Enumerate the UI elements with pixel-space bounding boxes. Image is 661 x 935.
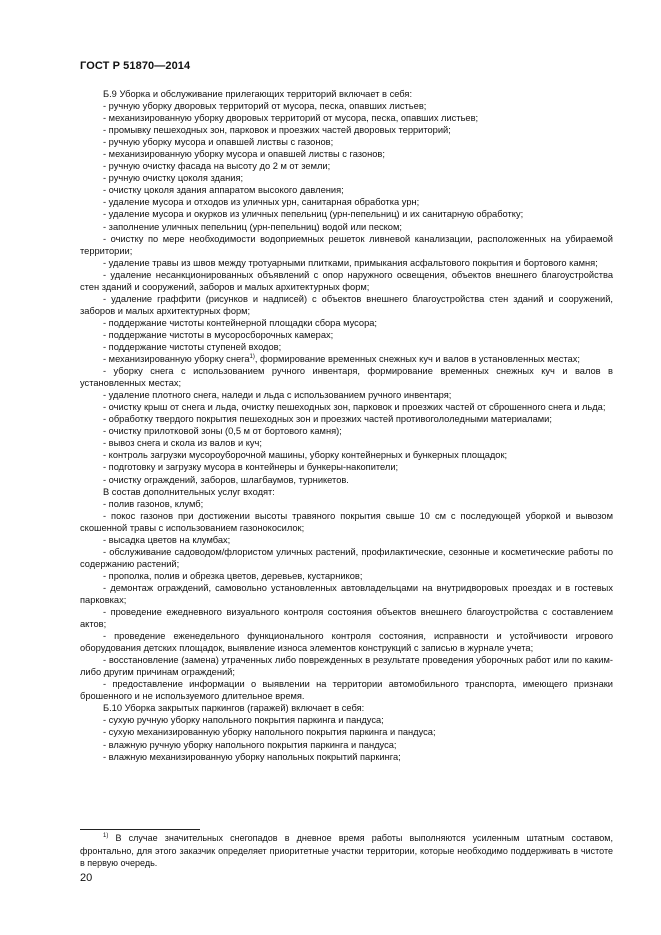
list-item: - поддержание чистоты контейнерной площадки сбора мусора; [103, 317, 377, 328]
footnote-body: В случае значительных снегопадов в дневное время работы выполняются усиленным штатным составом, фронтально, для этого заказчик определяет приоритетные участки территории, которые необходимо поддерживать в чистоте в первую очередь. [80, 833, 613, 868]
list-item: - ручную уборку дворовых территорий от мусора, песка, опавших листьев; [103, 101, 427, 112]
list-item: - сухую механизированную уборку напольного покрытия паркинга и пандуса; [103, 727, 436, 738]
snow-item-text: - механизированную уборку снега [103, 354, 250, 365]
list-item: - уборку снега с использованием ручного инвентаря, формирование временных снежных куч и валов в установленных местах; [80, 366, 613, 389]
list-item: - очистку прилотковой зоны (0,5 м от бортового камня); [103, 426, 342, 437]
footnote-divider [80, 829, 200, 830]
list-item-snow [80, 353, 613, 365]
list-item: - высадка цветов на клумбах; [103, 534, 231, 545]
list-item: - предоставление информации о выявлении на территории автомобильного транспорта, имеющего признаки брошенного и не используемого длительное время. [80, 679, 613, 702]
footnote-reference: 1) [249, 354, 255, 361]
list-item: - полив газонов, клумб; [103, 498, 204, 509]
list-item: - удаление мусора и отходов из уличных урн, санитарная обработка урн; [103, 197, 420, 208]
document-body [80, 88, 613, 763]
list-item: - очистку цоколя здания аппаратом высокого давления; [103, 185, 344, 196]
list-item: - влажную механизированную уборку напольных покрытий паркинга; [103, 751, 401, 762]
list-item: - поддержание чистоты в мусоросборочных камерах; [103, 329, 334, 340]
list-item: - очистку по мере необходимости водоприемных решеток ливневой канализации, расположенных на убираемой территории; [80, 233, 613, 256]
list-item: - механизированную уборку мусора и опавшей листвы с газонов; [103, 149, 385, 160]
list-item: - ручную уборку мусора и опавшей листвы с газонов; [103, 137, 334, 148]
page-number: 20 [80, 872, 93, 884]
list-item: - покос газонов при достижении высоты травяного покрытия свыше 10 см с последующей уборкой и вывозом скошенной травы с использованием газонокосилок; [80, 510, 613, 533]
list-item: - подготовку и загрузку мусора в контейнеры и бункеры-накопители; [103, 462, 399, 473]
footnote-marker: 1) [103, 833, 109, 839]
list-item: - удаление несанкционированных объявлений с опор наружного освещения, объектов внешнего благоустройства стен зданий и сооружений, заборов и малых архитектурных форм; [80, 269, 613, 292]
paragraph: В состав дополнительных услуг входят: [103, 486, 275, 497]
list-item: - промывку пешеходных зон, парковок и проезжих частей дворовых территорий; [103, 125, 451, 136]
list-item: - ручную очистку цоколя здания; [103, 173, 244, 184]
list-item: - вывоз снега и скола из валов и куч; [103, 438, 262, 449]
list-item: - демонтаж ограждений, самовольно установленных автовладельцами на внутридворовых проездах и в гостевых парковках; [80, 582, 613, 605]
list-item: - удаление плотного снега, наледи и льда с использованием ручного инвентаря; [103, 390, 452, 401]
list-item: - очистку ограждений, заборов, шлагбаумов, турникетов. [103, 474, 349, 485]
footnote-text [80, 832, 613, 870]
list-item: - механизированную уборку дворовых территорий от мусора, песка, опавших листьев; [103, 113, 479, 124]
list-item: - обработку твердого покрытия пешеходных зон и проезжих частей противогололедными материалами; [103, 414, 552, 425]
list-item: - ручную очистку фасада на высоту до 2 м от земли; [103, 161, 331, 172]
list-item: - обслуживание садоводом/флористом уличных растений, профилактические, сезонные и косметические работы по содержанию растений; [80, 546, 613, 569]
list-item: - удаление мусора и окурков из уличных пепельниц (урн-пепельниц) и их санитарную обработку; [103, 209, 524, 220]
list-item: - прополка, полив и обрезка цветов, деревьев, кустарников; [103, 570, 363, 581]
paragraph: Б.10 Уборка закрытых паркингов (гаражей) включает в себя: [103, 703, 365, 714]
list-item: - восстановление (замена) утраченных либо поврежденных в результате проведения уборочных работ или по каким-либо другим причинам ограждений; [80, 655, 613, 678]
list-item: - проведение ежедневного визуального контроля состояния объектов внешнего благоустройства с составлением актов; [80, 607, 613, 630]
list-item: - влажную ручную уборку напольного покрытия паркинга и пандуса; [103, 739, 397, 750]
snow-item-text-cont: , формирование временных снежных куч и валов в установленных местах; [254, 354, 581, 365]
list-item: - проведение еженедельного функционального контроля состояния, исправности и устойчивости игрового оборудования детских площадок, выявление износа элементов конструкций с записью в журнале учета; [80, 631, 613, 654]
list-item: - контроль загрузки мусороуборочной машины, уборку контейнерных и бункерных площадок; [103, 450, 508, 461]
paragraph: Б.9 Уборка и обслуживание прилегающих территорий включает в себя: [103, 89, 413, 99]
list-item: - удаление травы из швов между тротуарными плитками, примыкания асфальтового покрытия и бортового камня; [103, 257, 598, 268]
list-item: - удаление граффити (рисунков и надписей) с объектов внешнего благоустройства стен зданий и сооружений, заборов и малых архитектурных форм; [80, 293, 613, 316]
list-item: - очистку крыш от снега и льда, очистку пешеходных зон, парковок и проезжих частей от сброшенного снега и льда; [103, 402, 606, 413]
list-item: - поддержание чистоты ступеней входов; [103, 341, 282, 352]
document-header: ГОСТ Р 51870—2014 [80, 60, 191, 72]
list-item: - заполнение уличных пепельниц (урн-пепельниц) водой или песком; [103, 221, 402, 232]
footnote [80, 832, 613, 870]
list-item: - сухую ручную уборку напольного покрытия паркинга и пандуса; [103, 715, 384, 726]
